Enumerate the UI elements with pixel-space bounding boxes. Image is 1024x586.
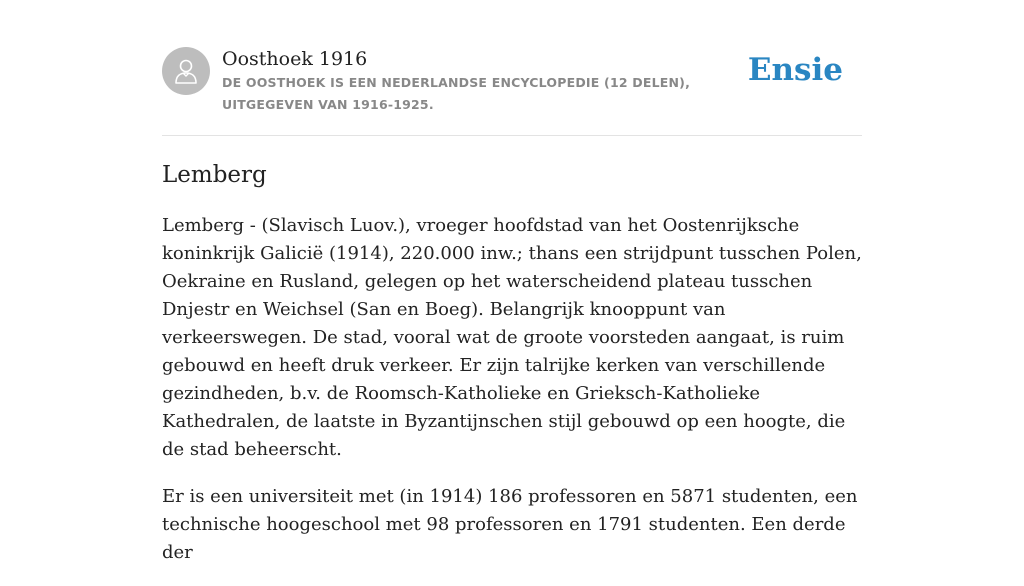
entry-paragraph: Lemberg - (Slavisch Luov.), vroeger hoofdstad van het Oostenrijksche koninkrijk Galicië (1914), 220.000 inw.; thans een strijdpunt tusschen Polen, Oekraine en Rusland, gelegen op het waterscheidend plateau tusschen Dnjestr en Weichsel (San en Boeg). Belangrijk knooppunt van verkeerswegen. De stad, vooral wat de groote voorsteden aangaat, is ruim gebouwd en heeft druk verkeer. Er zijn talrijke kerken van verschillende gezindheden, b.v. de Roomsch-Katholieke en Grieksch-Katholieke Kathedralen, de laatste in Byzantijnschen stijl gebouwd op een hoogte, die de stad beheerscht.	[162, 215, 862, 460]
entry-paragraph: Er is een universiteit met (in 1914) 186 professoren en 5871 studenten, een technische hoogeschool met 98 professoren en 1791 studenten. Een derde der	[162, 486, 858, 563]
ensie-logo[interactable]: Ensie	[747, 52, 843, 88]
source-avatar[interactable]	[162, 47, 210, 95]
source-name[interactable]: Oosthoek 1916	[222, 48, 368, 70]
source-description: DE OOSTHOEK IS EEN NEDERLANDSE ENCYCLOPEDIE (12 DELEN), UITGEGEVEN VAN 1916-1925.	[222, 75, 691, 112]
header-divider	[162, 135, 862, 136]
user-icon	[173, 57, 199, 85]
entry-title: Lemberg	[162, 162, 267, 188]
entry-body	[162, 212, 866, 586]
source-header	[162, 46, 862, 136]
